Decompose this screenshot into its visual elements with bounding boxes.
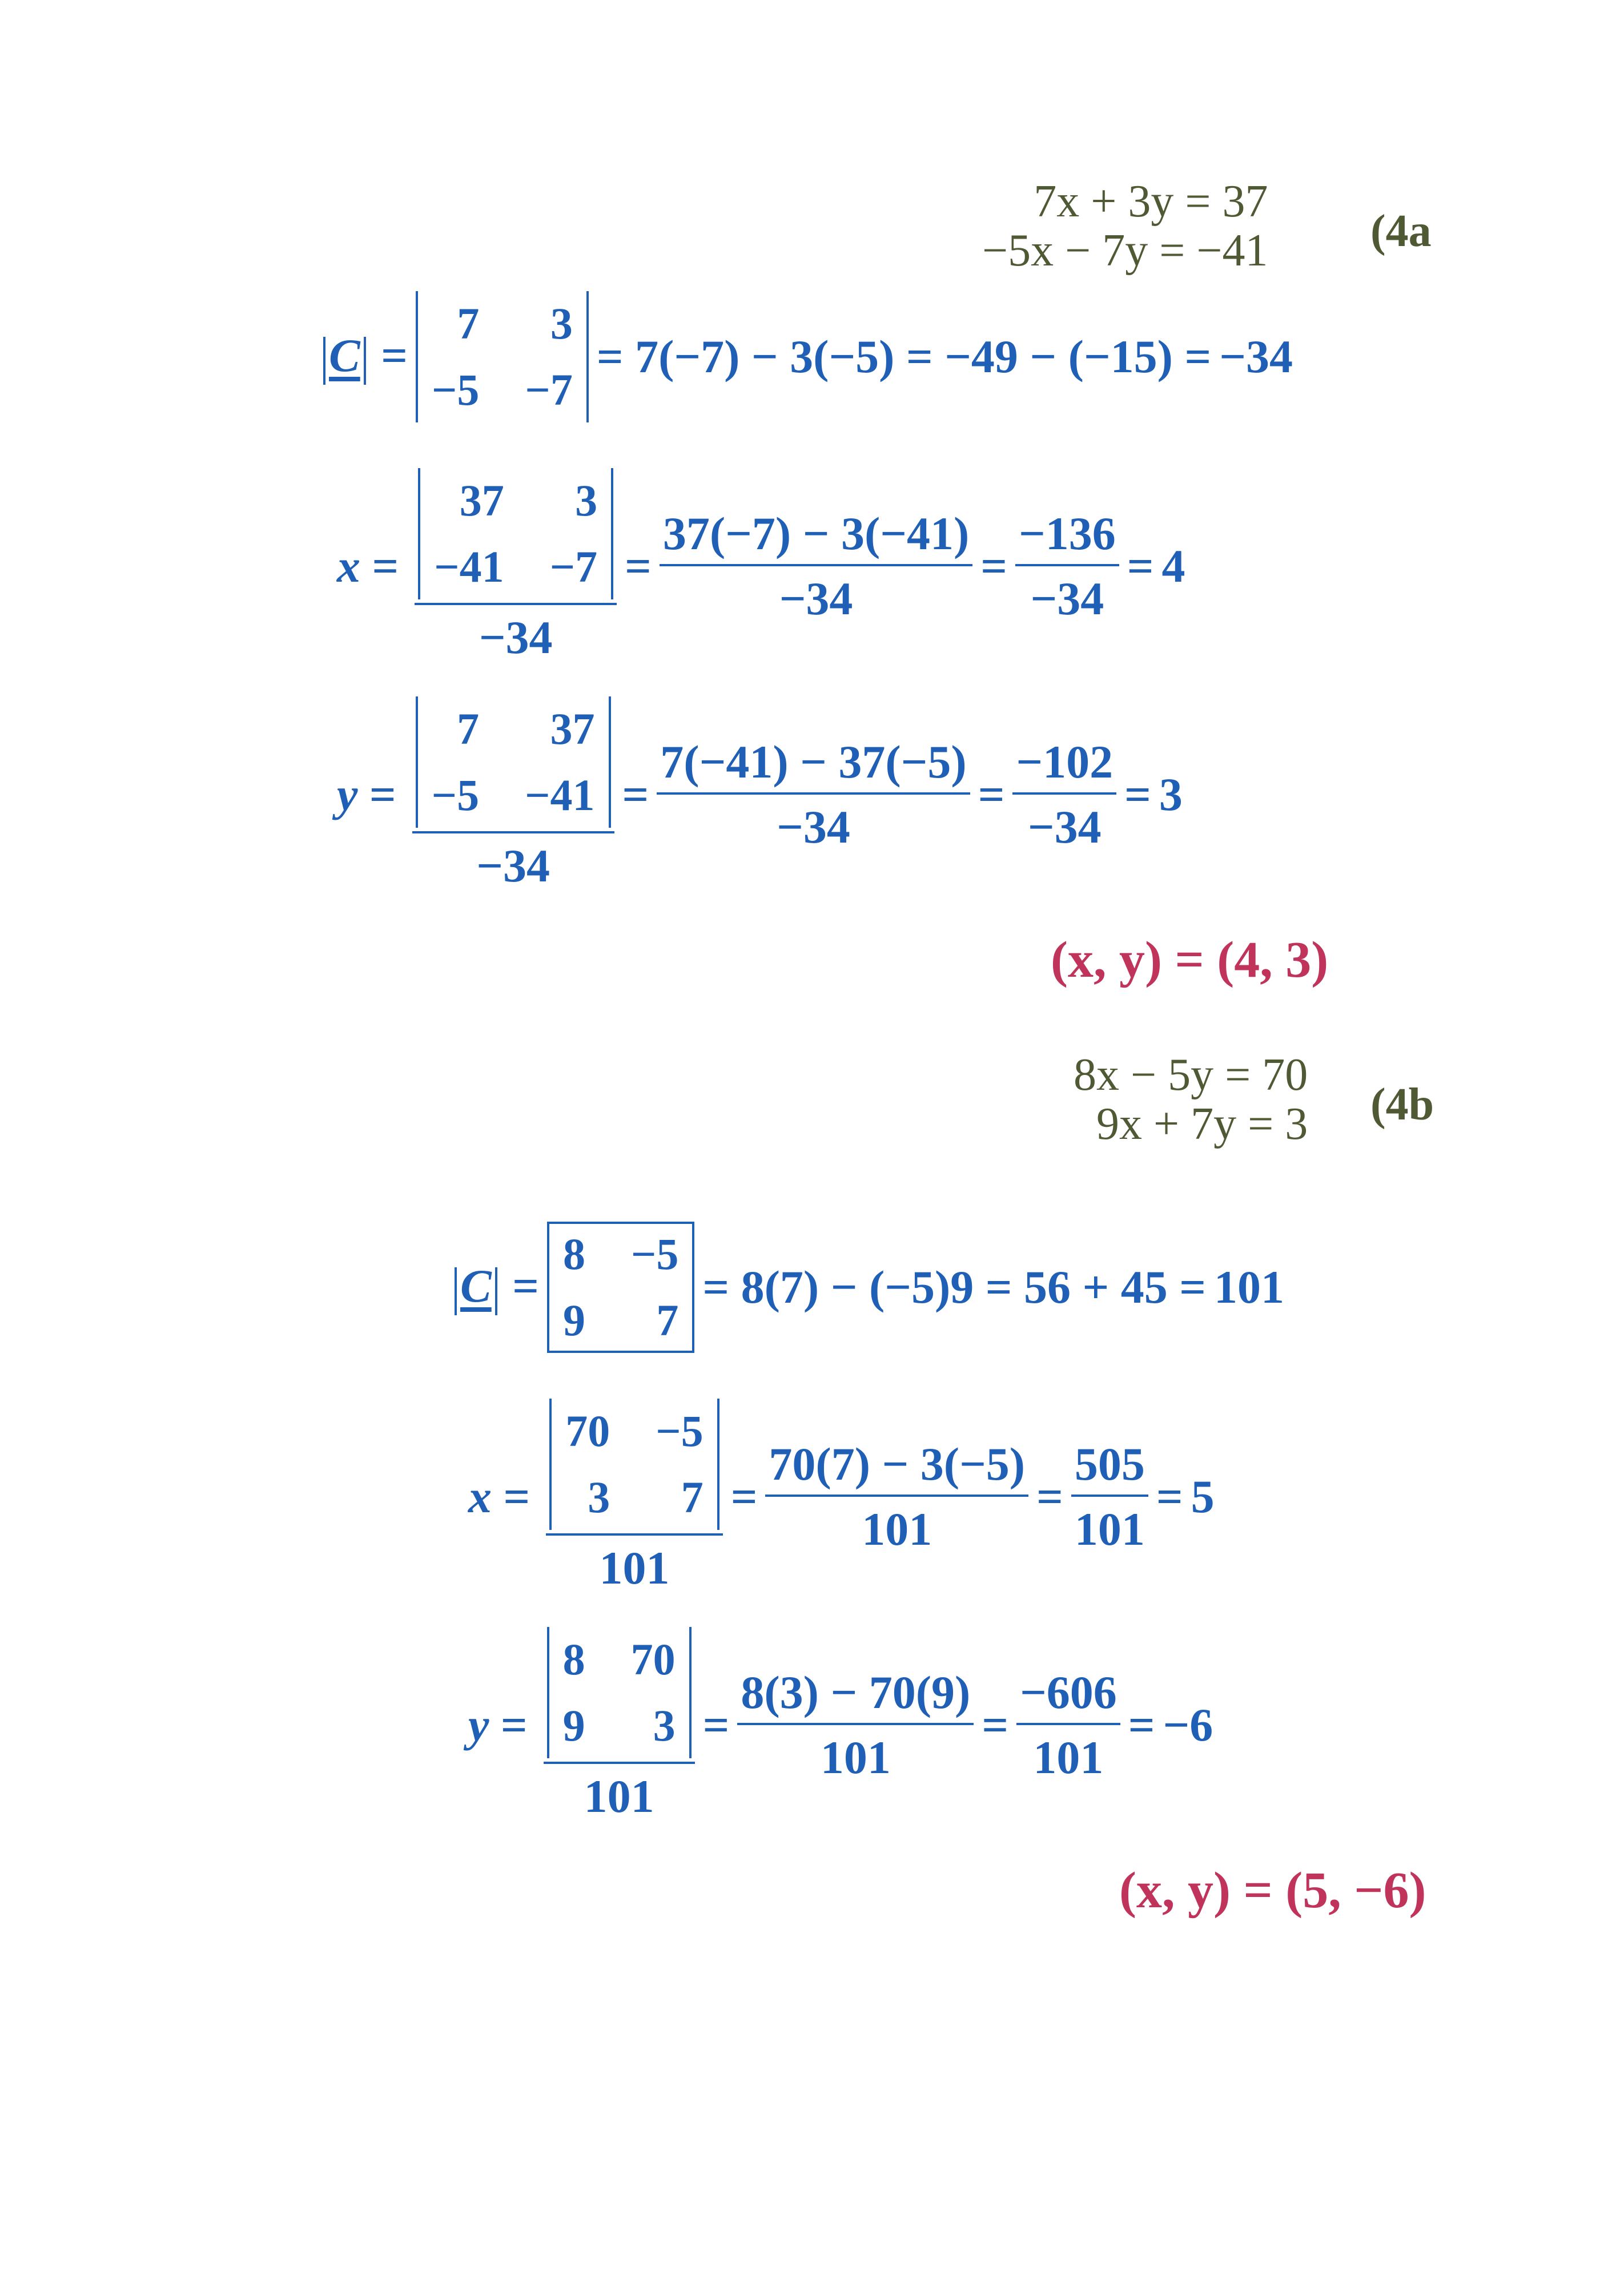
det-c-b xyxy=(451,1222,1284,1353)
x-b-label: x = xyxy=(468,1471,530,1522)
det-c-label: C = xyxy=(320,329,408,384)
system-a xyxy=(982,177,1268,275)
system-a-eq1: 7x + 3y = 37 xyxy=(1034,176,1268,227)
det-c-a-expansion: = 7(−7) − 3(−5) = −49 − (−15) = xyxy=(596,331,1212,382)
det-c-b-value: 101 xyxy=(1213,1261,1284,1313)
x-a-equation: x = 37 3 −41 −7 −34 = $\frac{37(-7) - 3(-41)}{-34}$ = $\frac{-136}{-34}$ = 4 xyxy=(337,468,1185,664)
y-b-label: y = xyxy=(468,1699,528,1751)
y-a-label: y = xyxy=(337,768,396,820)
x-a-result: 4 xyxy=(1161,540,1185,592)
x-a-simpl-frac: $\frac{-136}{-34}$ xyxy=(1015,507,1119,626)
det-c-label-b: C = xyxy=(451,1259,539,1315)
x-a-cramer-frac: 37 3 −41 −7 −34 xyxy=(415,468,617,664)
problem-b-tag: (4b xyxy=(1370,1079,1434,1130)
y-b-cramer-frac: 8 70 9 3 101 xyxy=(544,1627,695,1823)
system-b-eq2: 9x + 7y = 3 xyxy=(1096,1099,1308,1149)
system-a-eq2: −5x − 7y = −41 xyxy=(982,225,1268,276)
y-a-expand-frac: $\frac{7(-41) - 37(-5)}{-34}$ xyxy=(657,735,970,854)
det-c-b-expansion: = 8(7) − (−5)9 = 56 + 45 = xyxy=(702,1261,1206,1313)
x-b-cramer-frac: 70 −5 3 7 101 xyxy=(546,1399,722,1595)
y-b-expand-frac: $\frac{8(3) - 70(9)}{101}$ xyxy=(737,1666,974,1785)
y-b-result: −6 xyxy=(1163,1699,1213,1751)
x-b-expand-frac: $\frac{70(7) - 3(-5)}{101}$ xyxy=(765,1437,1028,1556)
x-a-expand-frac: $\frac{37(-7) - 3(-41)}{-34}$ xyxy=(660,507,972,626)
system-b xyxy=(1074,1050,1308,1149)
det-c-b-matrix: 8 −5 9 7 xyxy=(547,1222,694,1353)
x-b-result: 5 xyxy=(1191,1471,1215,1522)
x-a-label: x = xyxy=(337,540,399,592)
y-b-simpl-frac: $\frac{-606}{101}$ xyxy=(1016,1666,1120,1785)
x-b-simpl-frac: $\frac{505}{101}$ xyxy=(1071,1437,1148,1556)
y-a-simpl-frac: $\frac{-102}{-34}$ xyxy=(1012,735,1116,854)
x-b-equation: x = 70 −5 3 7 101 = $\frac{70(7) - 3(-5)}{101}$ = $\frac{505}{101}$ = 5 xyxy=(468,1399,1215,1595)
det-c-a-value: −34 xyxy=(1219,331,1293,382)
det-c-a-matrix: 7 3 −5 −7 xyxy=(416,291,589,422)
problem-a-tag: (4a xyxy=(1370,206,1432,256)
y-a-result: 3 xyxy=(1159,768,1183,820)
y-a-cramer-frac: 7 37 −5 −41 −34 xyxy=(412,696,614,893)
det-c-a xyxy=(320,291,1293,422)
y-b-equation: y = 8 70 9 3 101 = $\frac{8(3) - 70(9)}{101}$ = $\frac{-606}{101}$ = −6 xyxy=(468,1627,1213,1823)
system-b-eq1: 8x − 5y = 70 xyxy=(1074,1050,1308,1100)
solution-a: (x, y) = (4, 3) xyxy=(1051,932,1329,988)
solution-b: (x, y) = (5, −6) xyxy=(1119,1862,1426,1919)
y-a-equation: y = 7 37 −5 −41 −34 = $\frac{7(-41) - 37(-5)}{-34}$ = $\frac{-102}{-34}$ = 3 xyxy=(337,696,1183,893)
